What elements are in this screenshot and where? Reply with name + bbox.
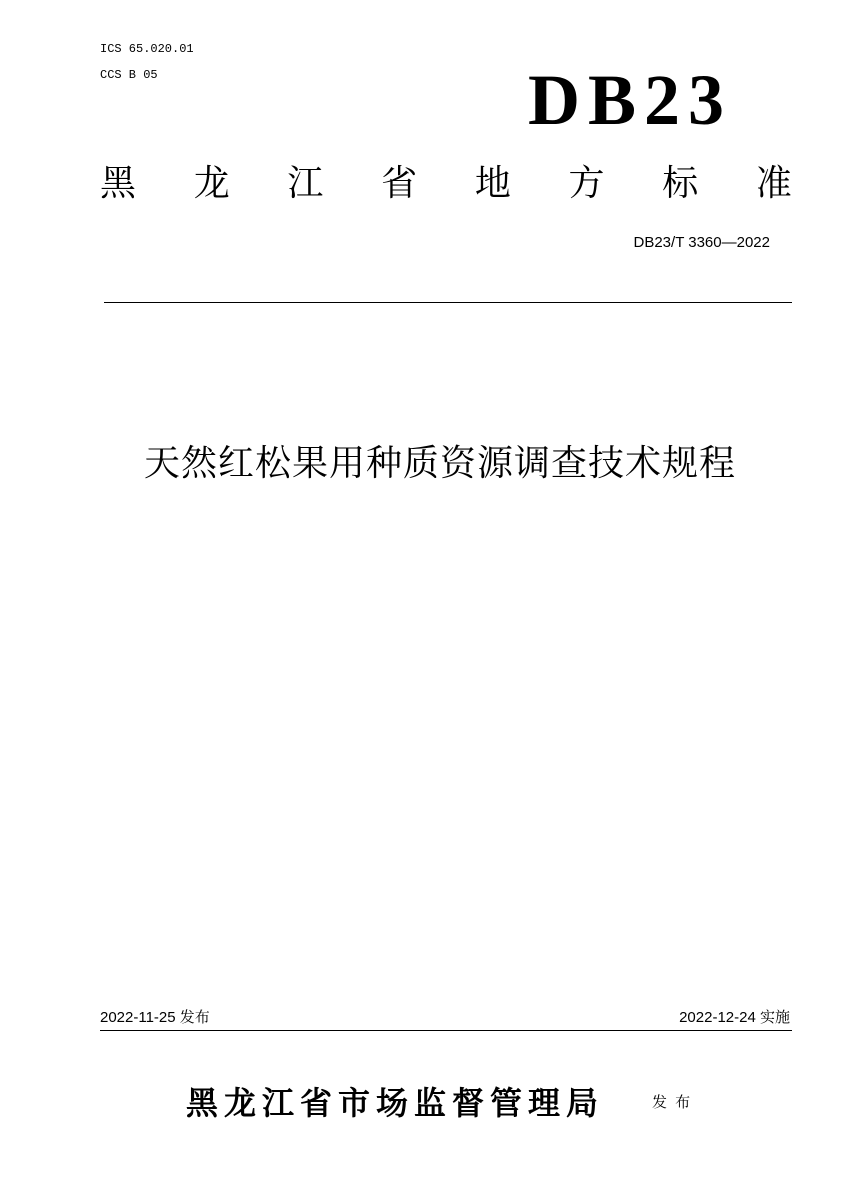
document-title: 天然红松果用种质资源调查技术规程 (143, 442, 736, 483)
standard-type-char: 龙 (193, 162, 230, 203)
standard-type-char: 黑 (100, 162, 137, 203)
standard-type-heading (100, 162, 792, 204)
standard-type-char: 标 (662, 162, 699, 203)
ccs-code: CCS B 05 (100, 68, 158, 82)
issuer-action: 发 布 (652, 1094, 693, 1111)
standard-number: DB23/T 3360—2022 (633, 234, 770, 251)
ics-code: ICS 65.020.01 (100, 42, 194, 56)
header-divider (104, 302, 792, 303)
standard-type-char: 省 (381, 162, 418, 203)
standard-type-char: 地 (474, 162, 511, 203)
implement-date: 2022-12-24 实施 (679, 1009, 790, 1026)
standard-type-char: 准 (755, 162, 792, 203)
issuer-name: 黑龙江省市场监督管理局 (186, 1085, 605, 1121)
standard-type-char: 方 (568, 162, 605, 203)
footer-divider (100, 1030, 792, 1031)
standard-code-mark: DB23 (528, 60, 733, 140)
publish-date: 2022-11-25 发布 (100, 1009, 210, 1026)
standard-type-char: 江 (287, 162, 324, 203)
